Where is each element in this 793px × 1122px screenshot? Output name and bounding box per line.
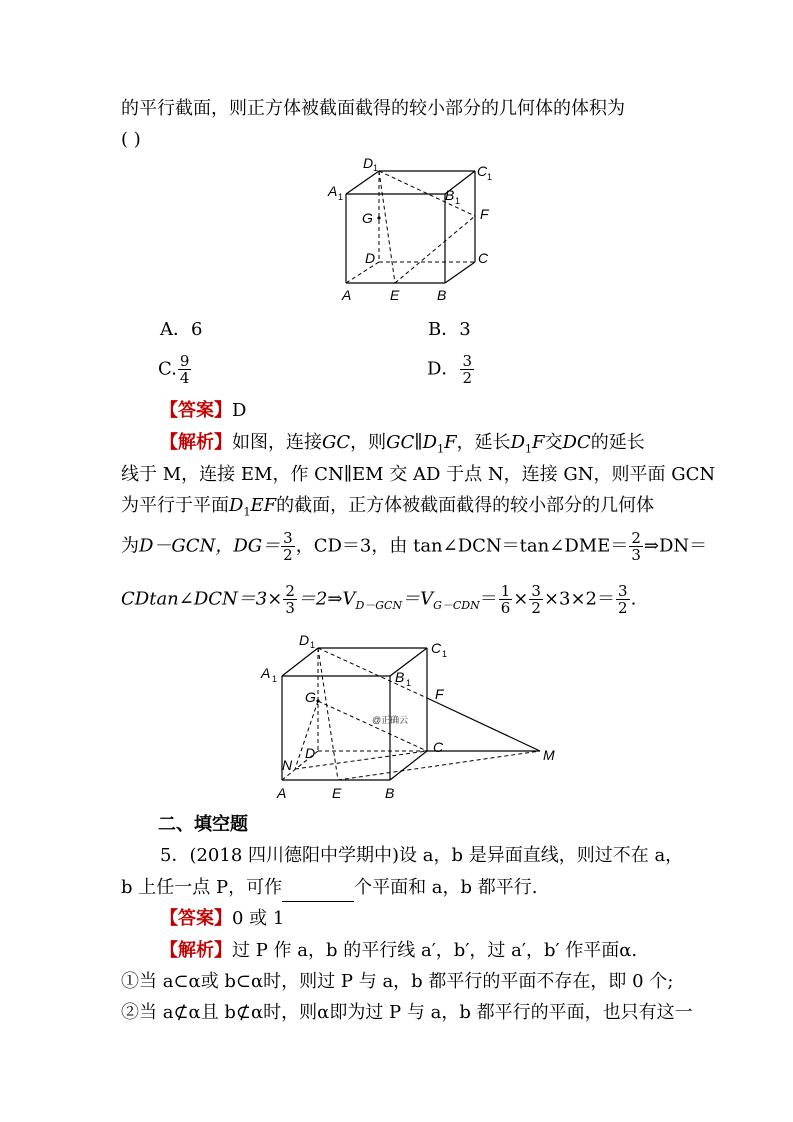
option-a: A．6 (160, 319, 203, 340)
fraction: $\frac{3}{2}$ (462, 352, 472, 387)
cube-figure-1 (325, 150, 505, 308)
svg-text:1: 1 (373, 163, 379, 173)
label-C1: C (477, 163, 488, 179)
q5-line-1: 5．(2018 四川德阳中学期中)设 a，b 是异面直线，则过不在 a， (160, 845, 684, 866)
analysis-line-5: CDtan∠DCN＝3× $\frac{2}{3}$ $=2\Rightarrow V_{D-GCN}=V_{G-CDN}=$ $\frac{1}{6}$ × $\frac{3}{2}$ ×3×2＝ $\frac{3}{2}$ . (121, 582, 637, 617)
answer-line (160, 905, 284, 933)
analysis-line-3: 为平行于平面$D_1EF$的截面，正方体被截面截得的较小部分的几何体 (121, 495, 655, 519)
label-A1: A (328, 183, 338, 199)
svg-text:1: 1 (406, 678, 412, 688)
label-C: C (478, 250, 489, 266)
label-N: N (282, 757, 293, 773)
option-b: B．3 (428, 319, 471, 340)
label-C: C (433, 739, 444, 755)
label-D1: D (363, 155, 374, 171)
svg-text:1: 1 (272, 674, 278, 684)
cube-figure-2 (255, 628, 575, 806)
label-A: A (342, 287, 352, 303)
svg-text:1: 1 (442, 649, 448, 659)
label-E: E (390, 287, 400, 303)
label-A: A (277, 785, 287, 801)
analysis-line-3: ②当 a⊄α且 b⊄α时，则α即为过 P 与 a，b 都平行的平面，也只有这一 (121, 1002, 693, 1023)
fill-blank[interactable] (282, 883, 354, 902)
label-B: B (437, 287, 447, 303)
option-c: C. $\frac{9}{4}$ (158, 352, 190, 387)
answer-parentheses: ( ) (121, 129, 141, 150)
answer-tag: 【答案】 (160, 908, 232, 929)
label-E: E (332, 785, 342, 801)
analysis-tag: 【解析】 (160, 940, 232, 961)
fraction: $\frac{3}{2}$ (531, 582, 541, 617)
analysis-line-4: 为D－GCN，DG＝ $\frac{3}{2}$ ，CD＝3，由 tan∠DCN＝tan∠DME＝ $\frac{2}{3}$ ⇒DN＝ (121, 529, 708, 564)
fraction: $\frac{2}{3}$ (631, 529, 641, 564)
analysis-line-1: 【解析】过 P 作 a，b 的平行线 a′，b′，过 a′，b′ 作平面α. (160, 940, 638, 961)
fraction: $\frac{1}{6}$ (500, 582, 511, 617)
svg-text:1: 1 (487, 172, 493, 182)
label-B1: B (395, 669, 405, 685)
svg-text:1: 1 (455, 196, 461, 206)
label-G: G (305, 689, 316, 705)
answer-tag: 【答案】 (160, 400, 232, 421)
q5-line-2: b 上任一点 P，可作 个平面和 a，b 都平行. (121, 874, 538, 902)
fraction: $\frac{3}{2}$ (618, 582, 628, 617)
analysis-tag: 【解析】 (160, 432, 232, 453)
svg-text:1: 1 (310, 640, 316, 650)
label-D: D (305, 745, 316, 761)
fraction: $\frac{2}{3}$ (285, 582, 295, 617)
label-D1: D (299, 632, 310, 648)
analysis-line-2: 线于 M，连接 EM，作 CN∥EM 交 AD 于点 N，连接 GN，则平面 GCN (121, 464, 716, 485)
label-M: M (543, 747, 555, 763)
analysis-line-2: ①当 a⊂α或 b⊂α时，则过 P 与 a，b 都平行的平面不存在，即 0 个; (121, 971, 674, 992)
watermark: @正确云 (372, 715, 409, 725)
label-D: D (365, 250, 376, 266)
svg-text:1: 1 (338, 192, 344, 202)
answer-value: D (232, 400, 247, 421)
label-A1: A (261, 665, 271, 681)
label-C1: C (431, 640, 442, 656)
label-G: G (362, 210, 373, 226)
option-d: D． $\frac{3}{2}$ (427, 352, 472, 387)
answer-value: 0 或 1 (232, 908, 285, 929)
analysis-line-1: 【解析】如图，连接GC，则$GC\parallel D_1F$，延长$D_1F$交DC的延长 (160, 432, 645, 456)
answer-line (160, 397, 246, 425)
label-B1: B (445, 187, 455, 203)
label-F: F (480, 206, 489, 222)
fraction: $\frac{3}{2}$ (283, 529, 293, 564)
question-text-line: 的平行截面，则正方体被截面截得的较小部分的几何体的体积为 (121, 98, 625, 119)
fraction: $\frac{9}{4}$ (179, 352, 190, 387)
section-title: 二、填空题 (158, 814, 248, 835)
label-B: B (385, 785, 395, 801)
label-F: F (435, 686, 444, 702)
